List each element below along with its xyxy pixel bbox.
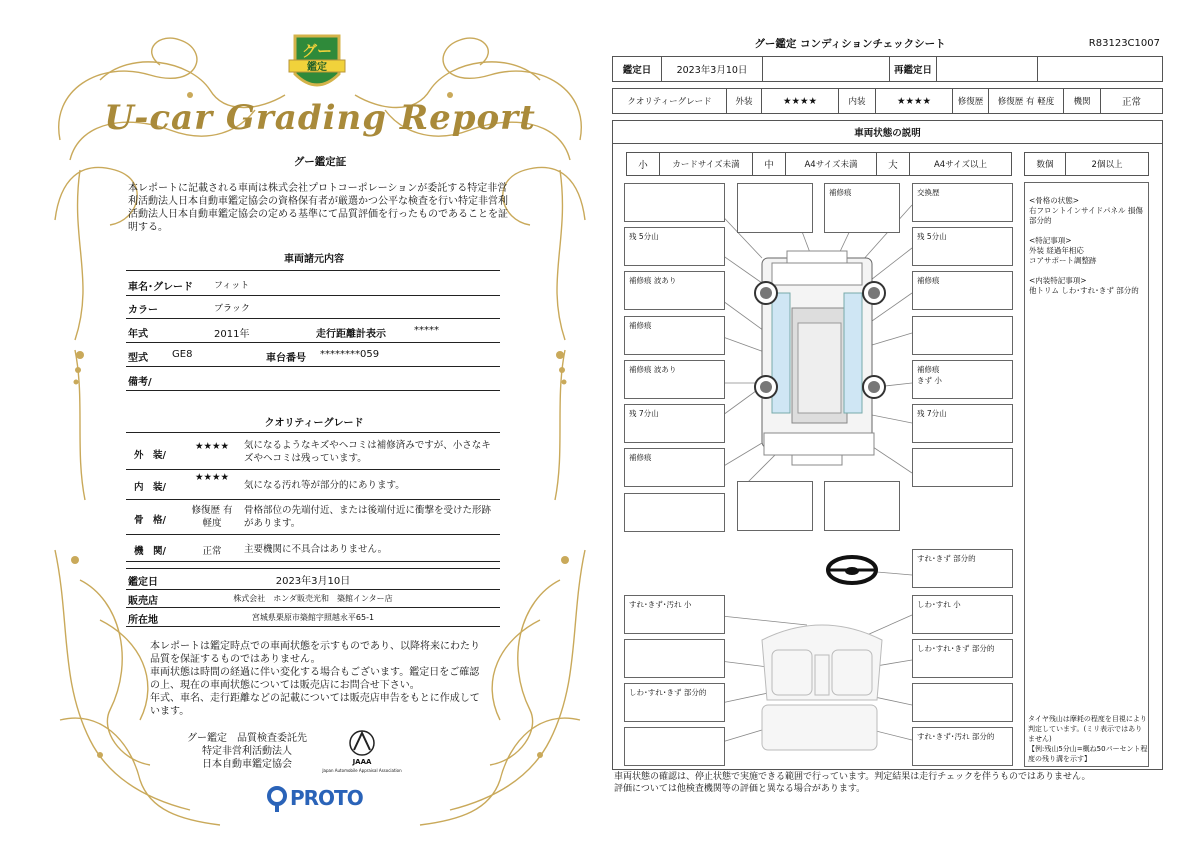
quality-stars: ★★★★ (194, 472, 230, 483)
spec-row-notes (126, 366, 500, 391)
certificate-intro: 本レポートに記載される車両は株式会社プロトコーポレーションが委託する特定非営利活動法人日本自動車鑑定協会の資格保有者が厳選かつ公平な検査を行い特定非営利活動法人日本自動車鑑定協会の定める基準にて品質評価を行ったものであることを証明する。 (128, 183, 508, 233)
proto-logo (266, 784, 376, 814)
quality-label: 機 関/ (134, 546, 166, 557)
sheet-repair-label: 修復歴 (952, 88, 989, 114)
legend-small: 小 (626, 152, 660, 176)
int-box-right-2: しわ･すれ･きず 部分的 (912, 639, 1013, 678)
quality-row-interior (126, 469, 500, 500)
ext-box-left-7: 補修痕 (624, 448, 725, 487)
ext-box-left-3: 補修痕 波あり (624, 271, 725, 310)
appraisal-date-label: 鑑定日 (128, 577, 158, 588)
quality-label: 内 装/ (134, 482, 166, 493)
quality-engine: 正常 (202, 546, 222, 557)
quality-stars: ★★★★ (194, 441, 230, 452)
spec-section-title: 車両諸元内容 (284, 254, 344, 265)
sheet-int-value: ★★★★ (875, 88, 953, 114)
spec-row-year (126, 318, 500, 343)
spec-chassis-label: 車台番号 (266, 353, 306, 364)
ext-box-right-2: 残 5分山 (912, 227, 1013, 266)
spec-color-value: ブラック (214, 304, 250, 314)
quality-row-engine (126, 535, 500, 562)
sheet-title: グー鑑定 コンディションチェックシート (754, 38, 946, 50)
svg-text:グー: グー (301, 42, 333, 60)
steering-wheel-icon (828, 557, 876, 583)
grading-certificate (40, 20, 600, 830)
quality-row-frame (126, 500, 500, 535)
int-box-left-1: すれ･きず･汚れ 小 (624, 595, 725, 634)
int-box-left-4 (624, 727, 725, 766)
spec-mileage-value: ***** (414, 325, 439, 336)
sheet-code: R83123C1007 (1088, 38, 1160, 49)
spec-mileage-label: 走行距離計表示 (316, 329, 386, 340)
ext-box-left-6: 残 7分山 (624, 404, 725, 443)
address-label: 所在地 (128, 615, 158, 626)
spec-year-label: 年式 (128, 329, 148, 340)
address-value: 宮城県栗原市築館字照越永平65-1 (251, 613, 375, 622)
quality-section-title: クオリティーグレード (264, 418, 364, 429)
certificate-signature: グー鑑定 品質検査委託先 特定非営利活動法人 日本自動車鑑定協会 (187, 733, 307, 770)
sheet-reappraisal-value (936, 56, 1038, 82)
quality-desc: 主要機関に不具合はありません。 (244, 544, 388, 555)
int-box-right-4: すれ･きず･汚れ 部分的 (912, 727, 1013, 766)
ext-box-right-5: 補修痕 きず 小 (912, 360, 1013, 399)
legend-count: 数個 (1024, 152, 1066, 176)
quality-row-exterior (126, 432, 500, 470)
sheet-engine-label: 機関 (1063, 88, 1101, 114)
spec-row-color (126, 294, 500, 319)
quality-desc: 気になるようなキズやヘコミは補修済みですが、小さなキズやヘコミは残っています。 (244, 440, 491, 464)
svg-text:鑑定: 鑑定 (307, 62, 327, 73)
spec-name-value: フィット (214, 281, 250, 291)
sheet-repair-value: 修復歴 有 軽度 (988, 88, 1064, 114)
spec-color-label: カラー (128, 305, 158, 316)
spec-chassis-value: ********059 (320, 349, 380, 360)
ext-box-top-2: 補修痕 (824, 183, 900, 233)
jaaa-logo (322, 728, 402, 782)
spec-model-label: 型式 (128, 353, 148, 364)
sheet-int-label: 内装 (838, 88, 876, 114)
quality-desc: 気になる汚れ等が部分的にあります。 (244, 480, 405, 491)
quality-repair: 修復歴 有 軽度 (191, 505, 233, 529)
ext-box-top-3: 交換歴 (912, 183, 1013, 222)
sheet-date-value: 2023年3月10日 (661, 56, 763, 82)
vehicle-state-title: 車両状態の説明 (612, 120, 1163, 144)
certificate-title: U-car Grading Report (104, 98, 536, 138)
quality-label: 外 装/ (134, 450, 166, 461)
int-box-left-2 (624, 639, 725, 678)
spec-row-name (126, 270, 500, 296)
ext-box-left-1 (624, 183, 725, 222)
sheet-ext-value: ★★★★ (761, 88, 839, 114)
condition-notes-text: <骨格の状態> 右フロントインサイドパネル 損傷部分的 <特記事項> 外装 経過年相応 コアサポート調整跡 <内装特記事項> 他トリム しわ･すれ･きず 部分的 (1029, 196, 1143, 295)
goo-kantei-logo (287, 30, 347, 98)
legend-mid-desc: A4サイズ未満 (785, 152, 877, 176)
ext-box-right-4 (912, 316, 1013, 355)
sheet-engine-value: 正常 (1100, 88, 1163, 114)
jaaa-text: JAAA (352, 758, 372, 766)
int-box-left-3: しわ･すれ･きず 部分的 (624, 683, 725, 722)
legend-mid: 中 (752, 152, 786, 176)
spec-notes-label: 備考/ (128, 377, 152, 388)
spec-name-label: 車名･グレード (128, 282, 193, 293)
spec-row-model (126, 342, 500, 367)
shop-row (126, 589, 500, 608)
sheet-reappraisal-label: 再鑑定日 (889, 56, 937, 82)
condition-notes (1024, 182, 1149, 767)
tire-note: タイヤ残山は摩耗の程度を目視により判定しています。(ミリ表示ではありません) 【例:残山5分山=概ね50パーセント程度の残り溝を示す】 (1028, 715, 1148, 763)
int-box-right-3 (912, 683, 1013, 722)
certificate-subtitle: グー鑑定証 (293, 156, 347, 168)
spec-year-value: 2011年 (214, 329, 250, 340)
legend-large-desc: A4サイズ以上 (909, 152, 1012, 176)
legend-large: 大 (876, 152, 910, 176)
spec-model-value: GE8 (172, 349, 193, 360)
ext-box-bottom-2 (824, 481, 900, 531)
sheet-qg-label: クオリティーグレード (612, 88, 727, 114)
shop-value: 株式会社 ホンダ販売光和 築館インター店 (233, 594, 393, 603)
ext-box-right-3: 補修痕 (912, 271, 1013, 310)
sheet-date-blank (762, 56, 890, 82)
sheet-reappraisal-blank (1037, 56, 1163, 82)
ext-box-left-5: 補修痕 波あり (624, 360, 725, 399)
legend-small-desc: カードサイズ未満 (659, 152, 753, 176)
proto-text: PROTO (290, 786, 363, 810)
ext-box-top-1 (737, 183, 813, 233)
quality-desc: 骨格部位の先端付近、または後端付近に衝撃を受けた形跡があります。 (244, 505, 492, 529)
ext-box-left-8 (624, 493, 725, 532)
legend-count-desc: 2個以上 (1065, 152, 1149, 176)
ext-box-right-7 (912, 448, 1013, 487)
ext-box-left-2: 残 5分山 (624, 227, 725, 266)
ext-box-left-4: 補修痕 (624, 316, 725, 355)
sheet-footer-note: 車両状態の確認は、停止状態で実施できる範囲で行っています。判定結果は走行チェックを伴うものではありません。 評価については他検査機関等の評価と異なる場合があります。 (614, 772, 1091, 794)
quality-label: 骨 格/ (134, 515, 166, 526)
appraisal-date-value: 2023年3月10日 (275, 576, 351, 587)
sheet-ext-label: 外装 (726, 88, 762, 114)
int-box-steering: すれ･きず 部分的 (912, 549, 1013, 588)
address-row (126, 608, 500, 627)
ext-box-right-6: 残 7分山 (912, 404, 1013, 443)
jaaa-subtext: Japan Automobile Appraisal Association (322, 768, 402, 773)
sheet-date-label: 鑑定日 (612, 56, 662, 82)
certificate-footer-note: 本レポートは鑑定時点での車両状態を示すものであり、以降将来にわたり品質を保証するものではありません。 車両状態は時間の経過に伴い変化する場合もございます。鑑定日をご確認の上、現在の車両状態については販売店にお問合せ下さい。 年式、車名、走行距離などの記載については販売店申告をもとに作成しています。 (150, 641, 480, 717)
appraisal-date-row (126, 568, 500, 590)
shop-label: 販売店 (128, 596, 158, 607)
ext-box-bottom-1 (737, 481, 813, 531)
int-box-right-1: しわ･すれ 小 (912, 595, 1013, 634)
